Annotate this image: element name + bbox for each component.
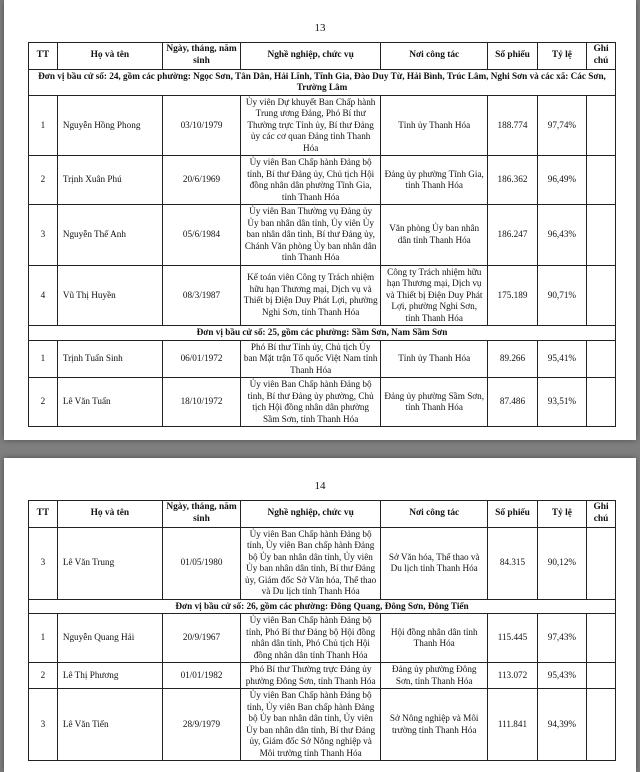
section-row <box>29 69 616 95</box>
cell-tt: 2 <box>29 663 58 689</box>
cell-votes: 175.189 <box>488 265 537 326</box>
cell-work: Đảng ủy phường Tĩnh Gia, tỉnh Thanh Hóa <box>381 156 488 205</box>
cell-pct: 90,12% <box>537 527 586 599</box>
cell-dob: 18/10/1972 <box>162 378 240 427</box>
section-title: Đơn vị bầu cử số: 24, gồm các phường: Ngọc Sơn, Tân Dân, Hải Lĩnh, Tĩnh Gia, Đào Duy Từ, Hải Bình, Trúc Lâm, Nghi Sơn và các xã: Các Sơn, Trường Lâm <box>29 69 616 95</box>
cell-dob: 20/9/1967 <box>162 614 240 663</box>
cell-dob: 06/01/1972 <box>162 340 240 378</box>
cell-name: Lê Văn Tuấn <box>57 378 162 427</box>
cell-note <box>587 95 616 156</box>
cell-name: Trịnh Xuân Phú <box>57 156 162 205</box>
header-tt: TT <box>29 43 58 70</box>
cell-job: Ủy viên Ban Chấp hành Đảng bộ tỉnh, Ủy viên Ban chấp hành Đảng bộ Ủy ban nhân dân tỉnh, Ủy viên Ủy ban nhân dân tỉnh, Bí thư Đảng ủy, Giám đốc Sở Văn hóa, Thể thao và Du lịch tỉnh Thanh Hóa <box>241 527 381 599</box>
cell-name: Nguyễn Thế Anh <box>57 205 162 266</box>
cell-votes: 84.315 <box>488 527 537 599</box>
table-row <box>29 378 616 427</box>
cell-note <box>587 663 616 689</box>
header-note: Ghi chú <box>587 43 616 70</box>
header-name: Họ và tên <box>57 43 162 70</box>
section-title: Đơn vị bầu cử số: 25, gồm các phường: Sầm Sơn, Nam Sầm Sơn <box>29 326 616 341</box>
cell-job: Ủy viên Ban Chấp hành Đảng bộ tỉnh, Bí thư Đảng ủy phường, Chủ tịch Hội đồng nhân dân phường Sầm Sơn, tỉnh Thanh Hóa <box>241 378 381 427</box>
cell-note <box>587 156 616 205</box>
results-table <box>28 500 616 761</box>
cell-job: Ủy viên Ban Chấp hành Đảng bộ tỉnh, Phó Bí thư Đảng bộ Hội đồng nhân dân tỉnh, Phó Chủ tịch Hội đồng nhân dân tỉnh Thanh Hóa <box>241 614 381 663</box>
cell-name: Vũ Thị Huyền <box>57 265 162 326</box>
cell-note <box>587 689 616 761</box>
table-row <box>29 527 616 599</box>
cell-work: Tỉnh ủy Thanh Hóa <box>381 95 488 156</box>
header-pct: Tỷ lệ <box>537 501 586 528</box>
cell-pct: 97,43% <box>537 614 586 663</box>
page-number: 13 <box>314 22 326 34</box>
cell-votes: 89.266 <box>488 340 537 378</box>
cell-name: Lê Thị Phương <box>57 663 162 689</box>
table-row <box>29 205 616 266</box>
cell-work: Tỉnh ủy Thanh Hóa <box>381 340 488 378</box>
table-header-row <box>29 43 616 70</box>
header-dob: Ngày, tháng, năm sinh <box>162 501 240 528</box>
cell-votes: 188.774 <box>488 95 537 156</box>
cell-tt: 3 <box>29 527 58 599</box>
document-page-13 <box>4 0 636 440</box>
page-number: 14 <box>314 480 326 492</box>
cell-pct: 97,74% <box>537 95 586 156</box>
header-job: Nghề nghiệp, chức vụ <box>241 43 381 70</box>
table-row <box>29 156 616 205</box>
cell-note <box>587 340 616 378</box>
cell-votes: 87.486 <box>488 378 537 427</box>
cell-job: Ủy viên Ban Chấp hành Đảng bộ tỉnh, Ủy viên Ban chấp hành Đảng bộ Ủy ban nhân dân tỉnh, Ủy viên Ủy ban nhân dân tỉnh, Bí thư Đảng ủy, Giám đốc Sở Nông nghiệp và Môi trường tỉnh Thanh Hóa <box>241 689 381 761</box>
results-table <box>28 42 616 427</box>
table-row <box>29 340 616 378</box>
table-body <box>29 69 616 427</box>
cell-votes: 186.362 <box>488 156 537 205</box>
cell-job: Phó Bí thư Tỉnh ủy, Chủ tịch Ủy ban Mặt trận Tổ quốc Việt Nam tỉnh Thanh Hóa <box>241 340 381 378</box>
cell-pct: 96,49% <box>537 156 586 205</box>
cell-dob: 20/6/1969 <box>162 156 240 205</box>
header-tt: TT <box>29 501 58 528</box>
cell-pct: 94,39% <box>537 689 586 761</box>
table-row <box>29 689 616 761</box>
section-title: Đơn vị bầu cử số: 26, gồm các phường: Đông Quang, Đông Sơn, Đông Tiến <box>29 599 616 614</box>
cell-dob: 05/6/1984 <box>162 205 240 266</box>
table-row <box>29 663 616 689</box>
cell-tt: 3 <box>29 205 58 266</box>
cell-tt: 4 <box>29 265 58 326</box>
cell-note <box>587 378 616 427</box>
cell-pct: 93,51% <box>537 378 586 427</box>
cell-work: Văn phòng Ủy ban nhân dân tỉnh Thanh Hóa <box>381 205 488 266</box>
section-row <box>29 326 616 341</box>
cell-note <box>587 614 616 663</box>
cell-dob: 08/3/1987 <box>162 265 240 326</box>
cell-pct: 96,43% <box>537 205 586 266</box>
cell-pct: 95,43% <box>537 663 586 689</box>
header-votes: Số phiếu <box>488 501 537 528</box>
cell-job: Ủy viên Ban Thường vụ Đảng ủy Ủy ban nhân dân tỉnh, Ủy viên Ủy ban nhân dân tỉnh, Bí thư Đảng ủy, Chánh Văn phòng Ủy ban nhân dân tỉnh Thanh Hóa <box>241 205 381 266</box>
cell-votes: 115.445 <box>488 614 537 663</box>
cell-votes: 186.247 <box>488 205 537 266</box>
cell-work: Hội đồng nhân dân tỉnh Thanh Hóa <box>381 614 488 663</box>
header-note: Ghi chú <box>587 501 616 528</box>
cell-name: Nguyễn Hồng Phong <box>57 95 162 156</box>
cell-tt: 1 <box>29 614 58 663</box>
table-row <box>29 614 616 663</box>
header-dob: Ngày, tháng, năm sinh <box>162 43 240 70</box>
document-page-14 <box>4 458 636 772</box>
cell-name: Trịnh Tuấn Sinh <box>57 340 162 378</box>
header-job: Nghề nghiệp, chức vụ <box>241 501 381 528</box>
cell-job: Ủy viên Ban Chấp hành Đảng bộ tỉnh, Bí thư Đảng ủy, Chủ tịch Hội đồng nhân dân phường Tĩnh Gia, tỉnh Thanh Hóa <box>241 156 381 205</box>
table-body <box>29 527 616 761</box>
cell-job: Phó Bí thư Thường trực Đảng ủy phường Đông Sơn, tỉnh Thanh Hóa <box>241 663 381 689</box>
header-pct: Tỷ lệ <box>537 43 586 70</box>
table-row <box>29 265 616 326</box>
cell-note <box>587 527 616 599</box>
cell-tt: 3 <box>29 689 58 761</box>
cell-work: Đảng ủy phường Đông Sơn, tỉnh Thanh Hóa <box>381 663 488 689</box>
cell-tt: 1 <box>29 95 58 156</box>
cell-tt: 2 <box>29 378 58 427</box>
cell-name: Nguyễn Quang Hải <box>57 614 162 663</box>
cell-work: Đảng ủy phường Sầm Sơn, tỉnh Thanh Hóa <box>381 378 488 427</box>
header-work: Nơi công tác <box>381 501 488 528</box>
cell-votes: 111.841 <box>488 689 537 761</box>
cell-tt: 2 <box>29 156 58 205</box>
section-row <box>29 599 616 614</box>
table-row <box>29 95 616 156</box>
cell-pct: 95,41% <box>537 340 586 378</box>
cell-name: Lê Văn Trung <box>57 527 162 599</box>
header-name: Họ và tên <box>57 501 162 528</box>
header-votes: Số phiếu <box>488 43 537 70</box>
header-work: Nơi công tác <box>381 43 488 70</box>
cell-tt: 1 <box>29 340 58 378</box>
cell-dob: 01/05/1980 <box>162 527 240 599</box>
cell-dob: 28/9/1979 <box>162 689 240 761</box>
cell-note <box>587 205 616 266</box>
cell-dob: 01/01/1982 <box>162 663 240 689</box>
cell-work: Sở Nông nghiệp và Môi trường tỉnh Thanh Hóa <box>381 689 488 761</box>
cell-work: Sở Văn hóa, Thể thao và Du lịch tỉnh Thanh Hóa <box>381 527 488 599</box>
cell-pct: 90,71% <box>537 265 586 326</box>
cell-work: Công ty Trách nhiệm hữu hạn Thương mại, Dịch vụ và Thiết bị Điện Duy Phát Lợi, phường Nghi Sơn, tỉnh Thanh Hóa <box>381 265 488 326</box>
cell-job: Kế toán viên Công ty Trách nhiệm hữu hạn Thương mại, Dịch vụ và Thiết bị Điện Duy Phát Lợi, phường Nghi Sơn, tỉnh Thanh Hóa <box>241 265 381 326</box>
cell-note <box>587 265 616 326</box>
cell-name: Lê Văn Tiến <box>57 689 162 761</box>
cell-votes: 113.072 <box>488 663 537 689</box>
table-header-row <box>29 501 616 528</box>
cell-dob: 03/10/1979 <box>162 95 240 156</box>
cell-job: Ủy viên Dự khuyết Ban Chấp hành Trung ương Đảng, Phó Bí thư Thường trực Tỉnh ủy, Bí thư Đảng ủy các cơ quan Đảng tỉnh Thanh Hóa <box>241 95 381 156</box>
